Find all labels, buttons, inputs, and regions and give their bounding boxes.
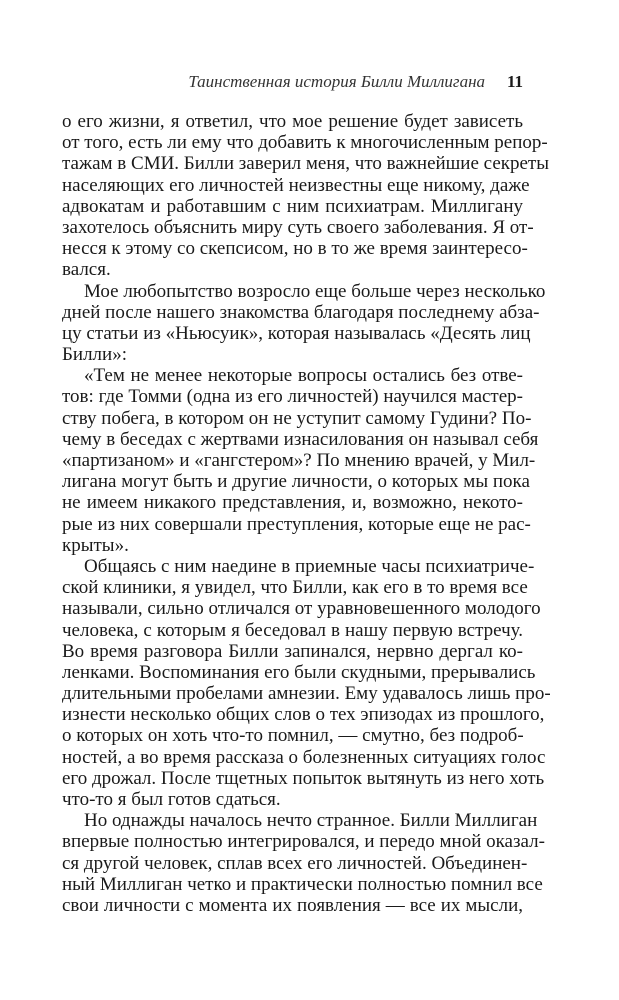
text-line: тажам в СМИ. Билли заверил меня, что важнейшие секреты bbox=[62, 153, 549, 175]
text-line: называли, сильно отличался от уравновешенного молодого bbox=[62, 598, 541, 620]
text-line: тов: где Томми (одна из его личностей) научился мастер- bbox=[62, 386, 523, 408]
text-line: населяющих его личностей неизвестны еще никому, даже bbox=[62, 174, 530, 196]
text-line: от того, есть ли ему что добавить к многочисленным репор- bbox=[62, 132, 548, 154]
text-line: лигана могут быть и другие личности, о которых мы пока bbox=[62, 471, 530, 493]
text-line: о которых он хоть что-то помнил, — смутно, без подроб- bbox=[62, 725, 524, 747]
text-line: вался. bbox=[62, 259, 111, 281]
text-line: впервые полностью интегрировался, и передо мной оказал- bbox=[62, 831, 545, 853]
page-number: 11 bbox=[506, 72, 523, 91]
text-line: ся другой человек, сплав всех его личностей. Объединен- bbox=[62, 852, 528, 874]
text-line: Мое любопытство возросло еще больше через несколько bbox=[84, 280, 546, 302]
text-line: цу статьи из «Ньюсуик», которая называлась «Десять лиц bbox=[62, 322, 531, 344]
text-line: дней после нашего знакомства благодаря последнему абза- bbox=[62, 301, 540, 323]
text-line: его дрожал. После тщетных попыток вытянуть из него хоть bbox=[62, 767, 545, 789]
text-line: захотелось объяснить миру суть своего заболевания. Я от- bbox=[62, 216, 534, 238]
text-line: чему в беседах с жертвами изнасилования он называл себя bbox=[62, 428, 539, 450]
paragraph bbox=[62, 365, 539, 556]
text-line: ленками. Воспоминания его были скудными, прерывались bbox=[62, 661, 536, 683]
text-line: Общаясь с ним наедине в приемные часы психиатриче- bbox=[84, 555, 535, 577]
text-line: длительными пробелами амнезии. Ему удавалось лишь про- bbox=[62, 683, 551, 705]
text-line: человека, с которым я беседовал в нашу первую встречу. bbox=[62, 619, 523, 641]
paragraph bbox=[62, 810, 545, 916]
text-line: Но однажды началось нечто странное. Билли Миллиган bbox=[84, 810, 538, 832]
running-header bbox=[62, 72, 523, 94]
paragraph bbox=[62, 280, 546, 366]
text-line: крыты». bbox=[62, 534, 129, 556]
page-body-text bbox=[62, 111, 551, 916]
text-line: ской клиники, я увидел, что Билли, как его в то время все bbox=[62, 577, 528, 599]
text-line: ный Миллиган четко и практически полностью помнил все bbox=[62, 873, 543, 895]
text-line: Во время разговора Билли запинался, нервно дергал ко- bbox=[62, 640, 523, 662]
text-line: «Тем не менее некоторые вопросы остались без отве- bbox=[84, 365, 523, 387]
running-title: Таинственная история Билли Миллигана bbox=[188, 72, 485, 91]
text-line: что-то я был готов сдаться. bbox=[62, 789, 281, 810]
text-line: рые из них совершали преступления, которые еще не рас- bbox=[62, 513, 531, 535]
text-line: ству побега, в котором он не уступит самому Гудини? По- bbox=[62, 407, 532, 429]
text-line: «партизаном» и «гангстером»? По мнению врачей, у Мил- bbox=[62, 450, 536, 471]
text-line: ностей, а во время рассказа о болезненных ситуациях голос bbox=[62, 746, 546, 768]
text-line: свои личности с момента их появления — все их мысли, bbox=[62, 894, 523, 916]
text-line: изнести несколько общих слов о тех эпизодах из прошлого, bbox=[62, 704, 545, 726]
paragraph bbox=[62, 555, 551, 810]
text-line: о его жизни, я ответил, что мое решение будет зависеть bbox=[62, 111, 523, 132]
text-line: не имеем никакого представления, и, возможно, некото- bbox=[62, 492, 523, 514]
paragraph bbox=[62, 111, 549, 281]
text-line: Билли»: bbox=[62, 344, 127, 366]
text-line: несся к этому со скепсисом, но в то же время заинтересо- bbox=[62, 238, 528, 260]
text-line: адвокатам и работавшим с ним психиатрам. Миллигану bbox=[62, 195, 523, 217]
